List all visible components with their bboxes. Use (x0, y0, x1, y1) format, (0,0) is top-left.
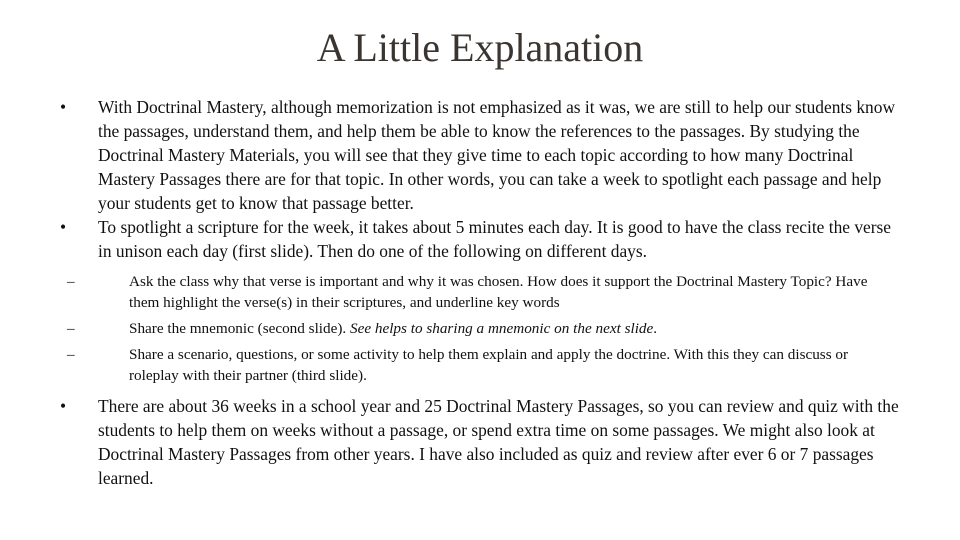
slide-content (60, 95, 900, 490)
sub-bullet-item (60, 344, 900, 386)
bullet-item (60, 394, 900, 490)
bullet-marker: • (60, 97, 67, 117)
slide-title: A Little Explanation (316, 25, 644, 70)
sub-bullet-text-italic: See helps to sharing a mnemonic on the next slide (350, 320, 654, 337)
sub-bullet-marker: – (67, 273, 75, 290)
sub-bullet-item (60, 318, 900, 339)
bullet-text: With Doctrinal Mastery, although memorization is not emphasized as it was, we are still to help our students know the passages, understand them, and help them be able to know the references to the passages. By studying the Doctrinal Mastery Materials, you will see that they give time to each topic according to how many Doctrinal Mastery Passages there are for that topic. In other words, you can take a week to spotlight each passage and help your students get to know that passage better. (98, 97, 896, 213)
sub-bullet-text: Share a scenario, questions, or some activity to help them explain and apply the doctrine. With this they can discuss or roleplay with their partner (third slide). (129, 346, 849, 384)
bullet-marker: • (60, 217, 67, 237)
sub-bullet-marker: – (67, 320, 75, 337)
bullet-text: There are about 36 weeks in a school year and 25 Doctrinal Mastery Passages, so you can review and quiz with the students to help them on weeks without a passage, or spend extra time on some passages. We might also look at Doctrinal Mastery Passages from other years. I have also included as quiz and review after ever 6 or 7 passages learned. (98, 396, 899, 488)
bullet-marker: • (60, 396, 67, 416)
sub-bullet-marker: – (67, 346, 75, 363)
sub-bullet-text-end: . (653, 320, 658, 337)
bullet-item (60, 95, 900, 215)
sub-bullet-list (60, 271, 900, 386)
bullet-text: To spotlight a scripture for the week, it takes about 5 minutes each day. It is good to have the class recite the verse in unison each day (first slide). Then do one of the following on different days. (98, 217, 892, 261)
sub-bullet-item (60, 271, 900, 313)
sub-bullet-text: Ask the class why that verse is important and why it was chosen. How does it support the Doctrinal Mastery Topic? Have them highlight the verse(s) in their scriptures, and underline key words (129, 273, 868, 311)
sub-bullet-text-start: Share the mnemonic (second slide). (129, 320, 350, 337)
bullet-item (60, 215, 900, 263)
